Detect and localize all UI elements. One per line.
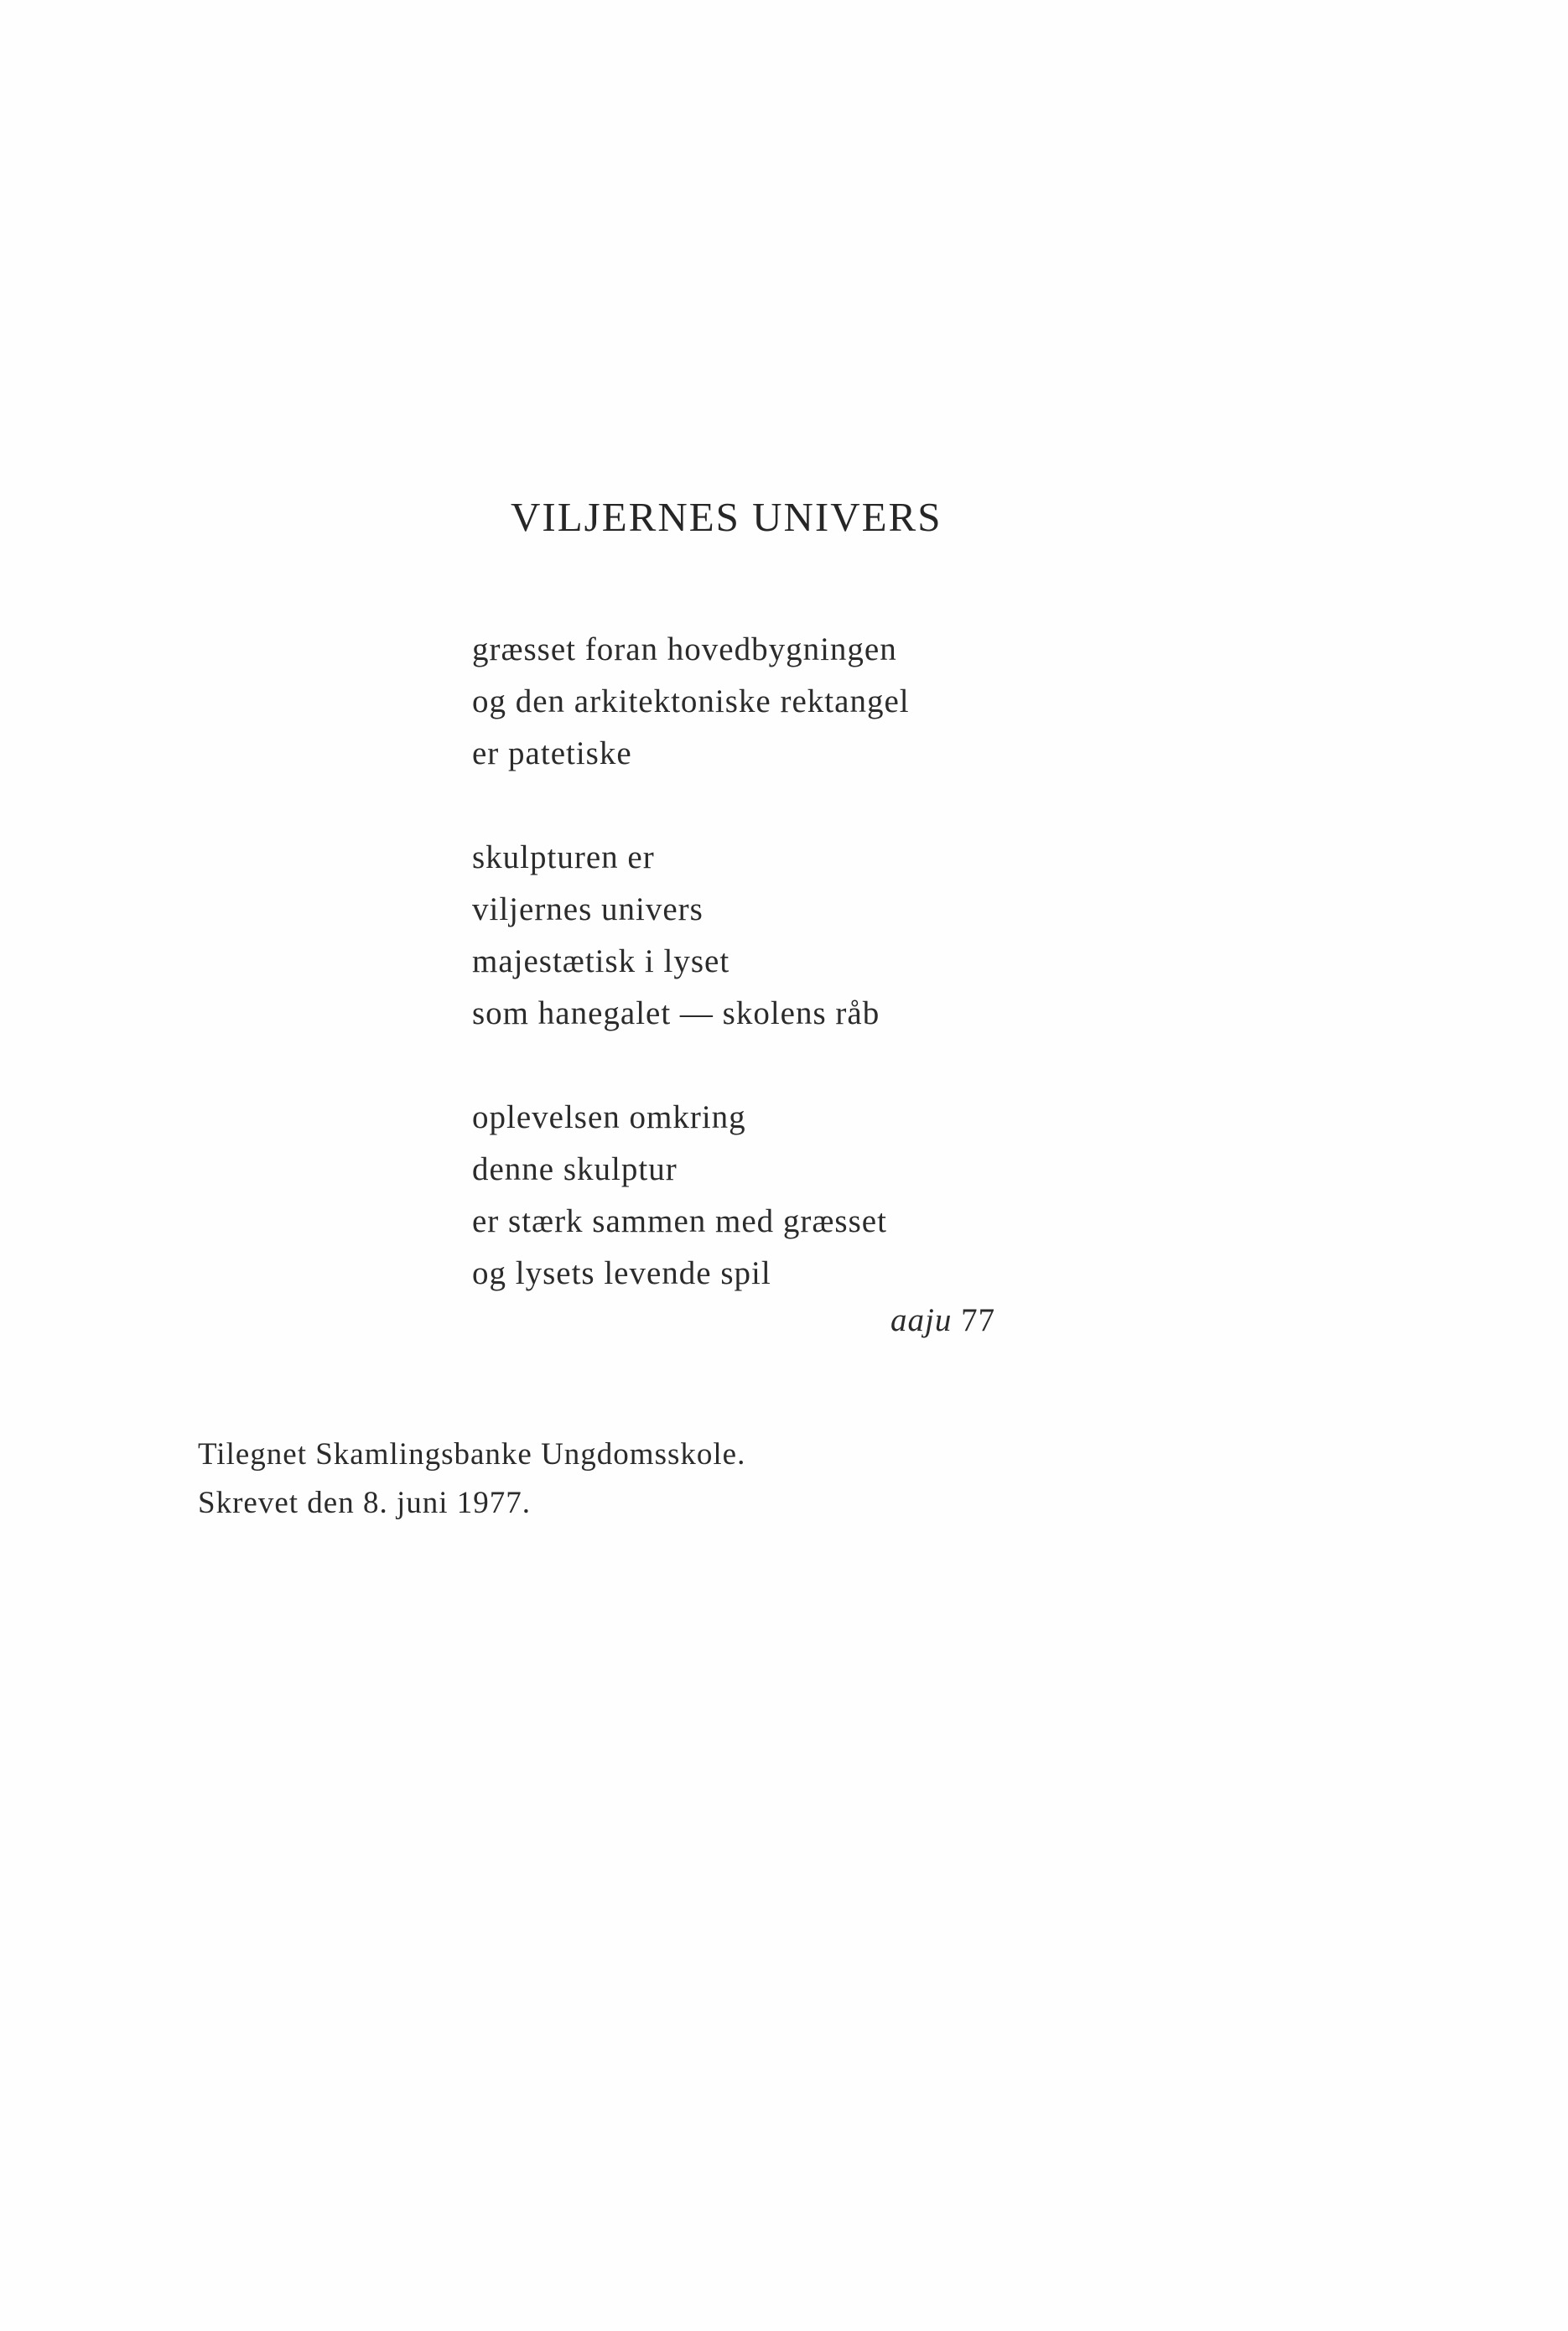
poem-body xyxy=(472,624,1042,1300)
dedication xyxy=(198,1430,745,1528)
stanza-3 xyxy=(472,1092,1042,1300)
poem-line: er patetiske xyxy=(472,735,632,771)
dedication-line: Tilegnet Skamlingsbanke Ungdomsskole. xyxy=(198,1437,746,1472)
poem-line: skulpturen er xyxy=(472,839,655,875)
poem-line: majestætisk i lyset xyxy=(472,943,730,979)
poem-line: og lysets levende spil xyxy=(472,1255,771,1291)
author-signature xyxy=(890,1301,995,1339)
signature-year: 77 xyxy=(961,1302,996,1338)
poem-line: er stærk sammen med græsset xyxy=(472,1203,887,1239)
poem-line: og den arkitektoniske rektangel xyxy=(472,683,910,719)
poem-line: som hanegalet — skolens råb xyxy=(472,995,880,1031)
signature-name: aaju xyxy=(890,1302,953,1338)
poem-line: græsset foran hovedbygningen xyxy=(472,631,897,667)
poem-line: oplevelsen omkring xyxy=(472,1099,746,1135)
dedication-line: Skrevet den 8. juni 1977. xyxy=(198,1486,532,1520)
stanza-2 xyxy=(472,832,1042,1040)
poem-line: viljernes univers xyxy=(472,891,704,927)
poem-title: VILJERNES UNIVERS xyxy=(511,494,942,540)
poem-line: denne skulptur xyxy=(472,1151,678,1187)
stanza-1 xyxy=(472,624,1042,780)
